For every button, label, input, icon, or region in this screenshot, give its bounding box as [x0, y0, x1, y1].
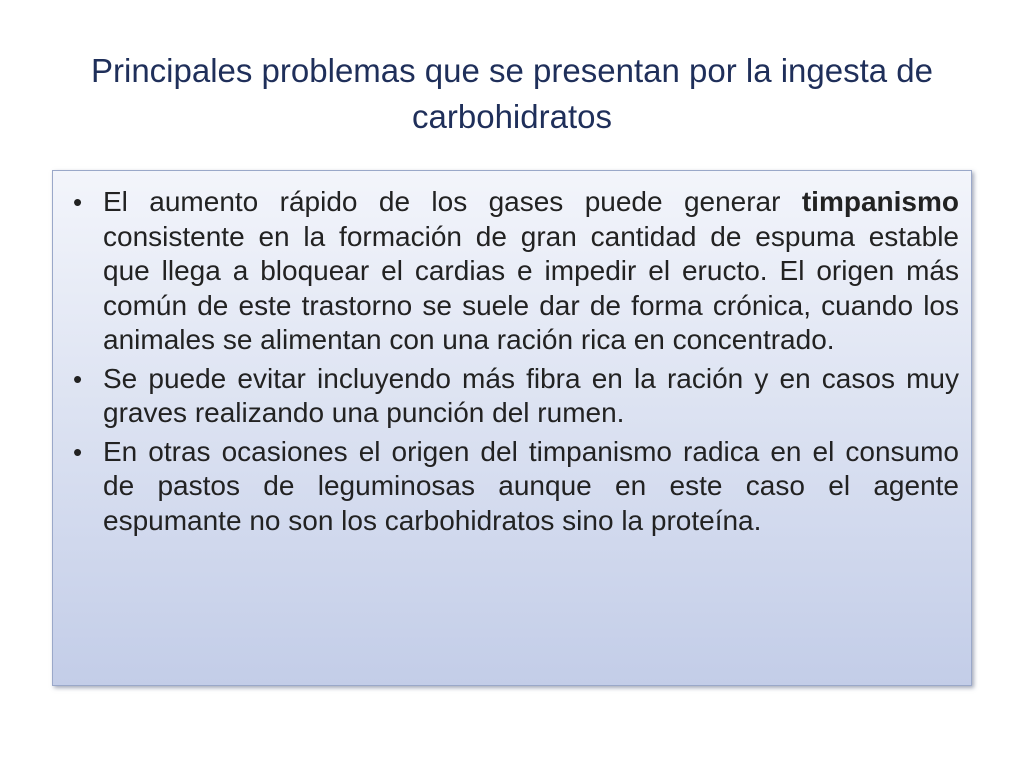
bullet-text-before: El aumento rápido de los gases puede generar [103, 186, 802, 217]
bullet-bold-term: timpanismo [801, 186, 959, 217]
bullet-icon: • [73, 187, 83, 217]
bullet-item-leguminosas [69, 435, 959, 539]
slide-title: Principales problemas que se presentan por la ingesta de carbohidratos [90, 52, 933, 135]
bullet-text-after: consistente en la formación de gran cantidad de espuma estable que llega a bloquear el cardias e impedir el eructo. El origen más común de este trastorno se suele dar de forma crónica, cuando los animales se alimentan con una ración rica en concentrado. [103, 220, 959, 355]
content-box [52, 170, 972, 686]
bullet-icon: • [73, 436, 83, 467]
bullet-icon: • [73, 363, 83, 394]
bullet-item-timpanismo [69, 185, 959, 358]
bullet-list [53, 171, 971, 538]
bullet-text: Se puede evitar incluyendo más fibra en la ración y en casos muy graves realizando una punción del rumen. [103, 362, 959, 428]
bullet-item-prevencion [69, 362, 959, 431]
bullet-text: En otras ocasiones el origen del timpanismo radica en el consumo de pastos de leguminosas aunque en este caso el agente espumante no son los carbohidratos sino la proteína. [103, 435, 959, 536]
